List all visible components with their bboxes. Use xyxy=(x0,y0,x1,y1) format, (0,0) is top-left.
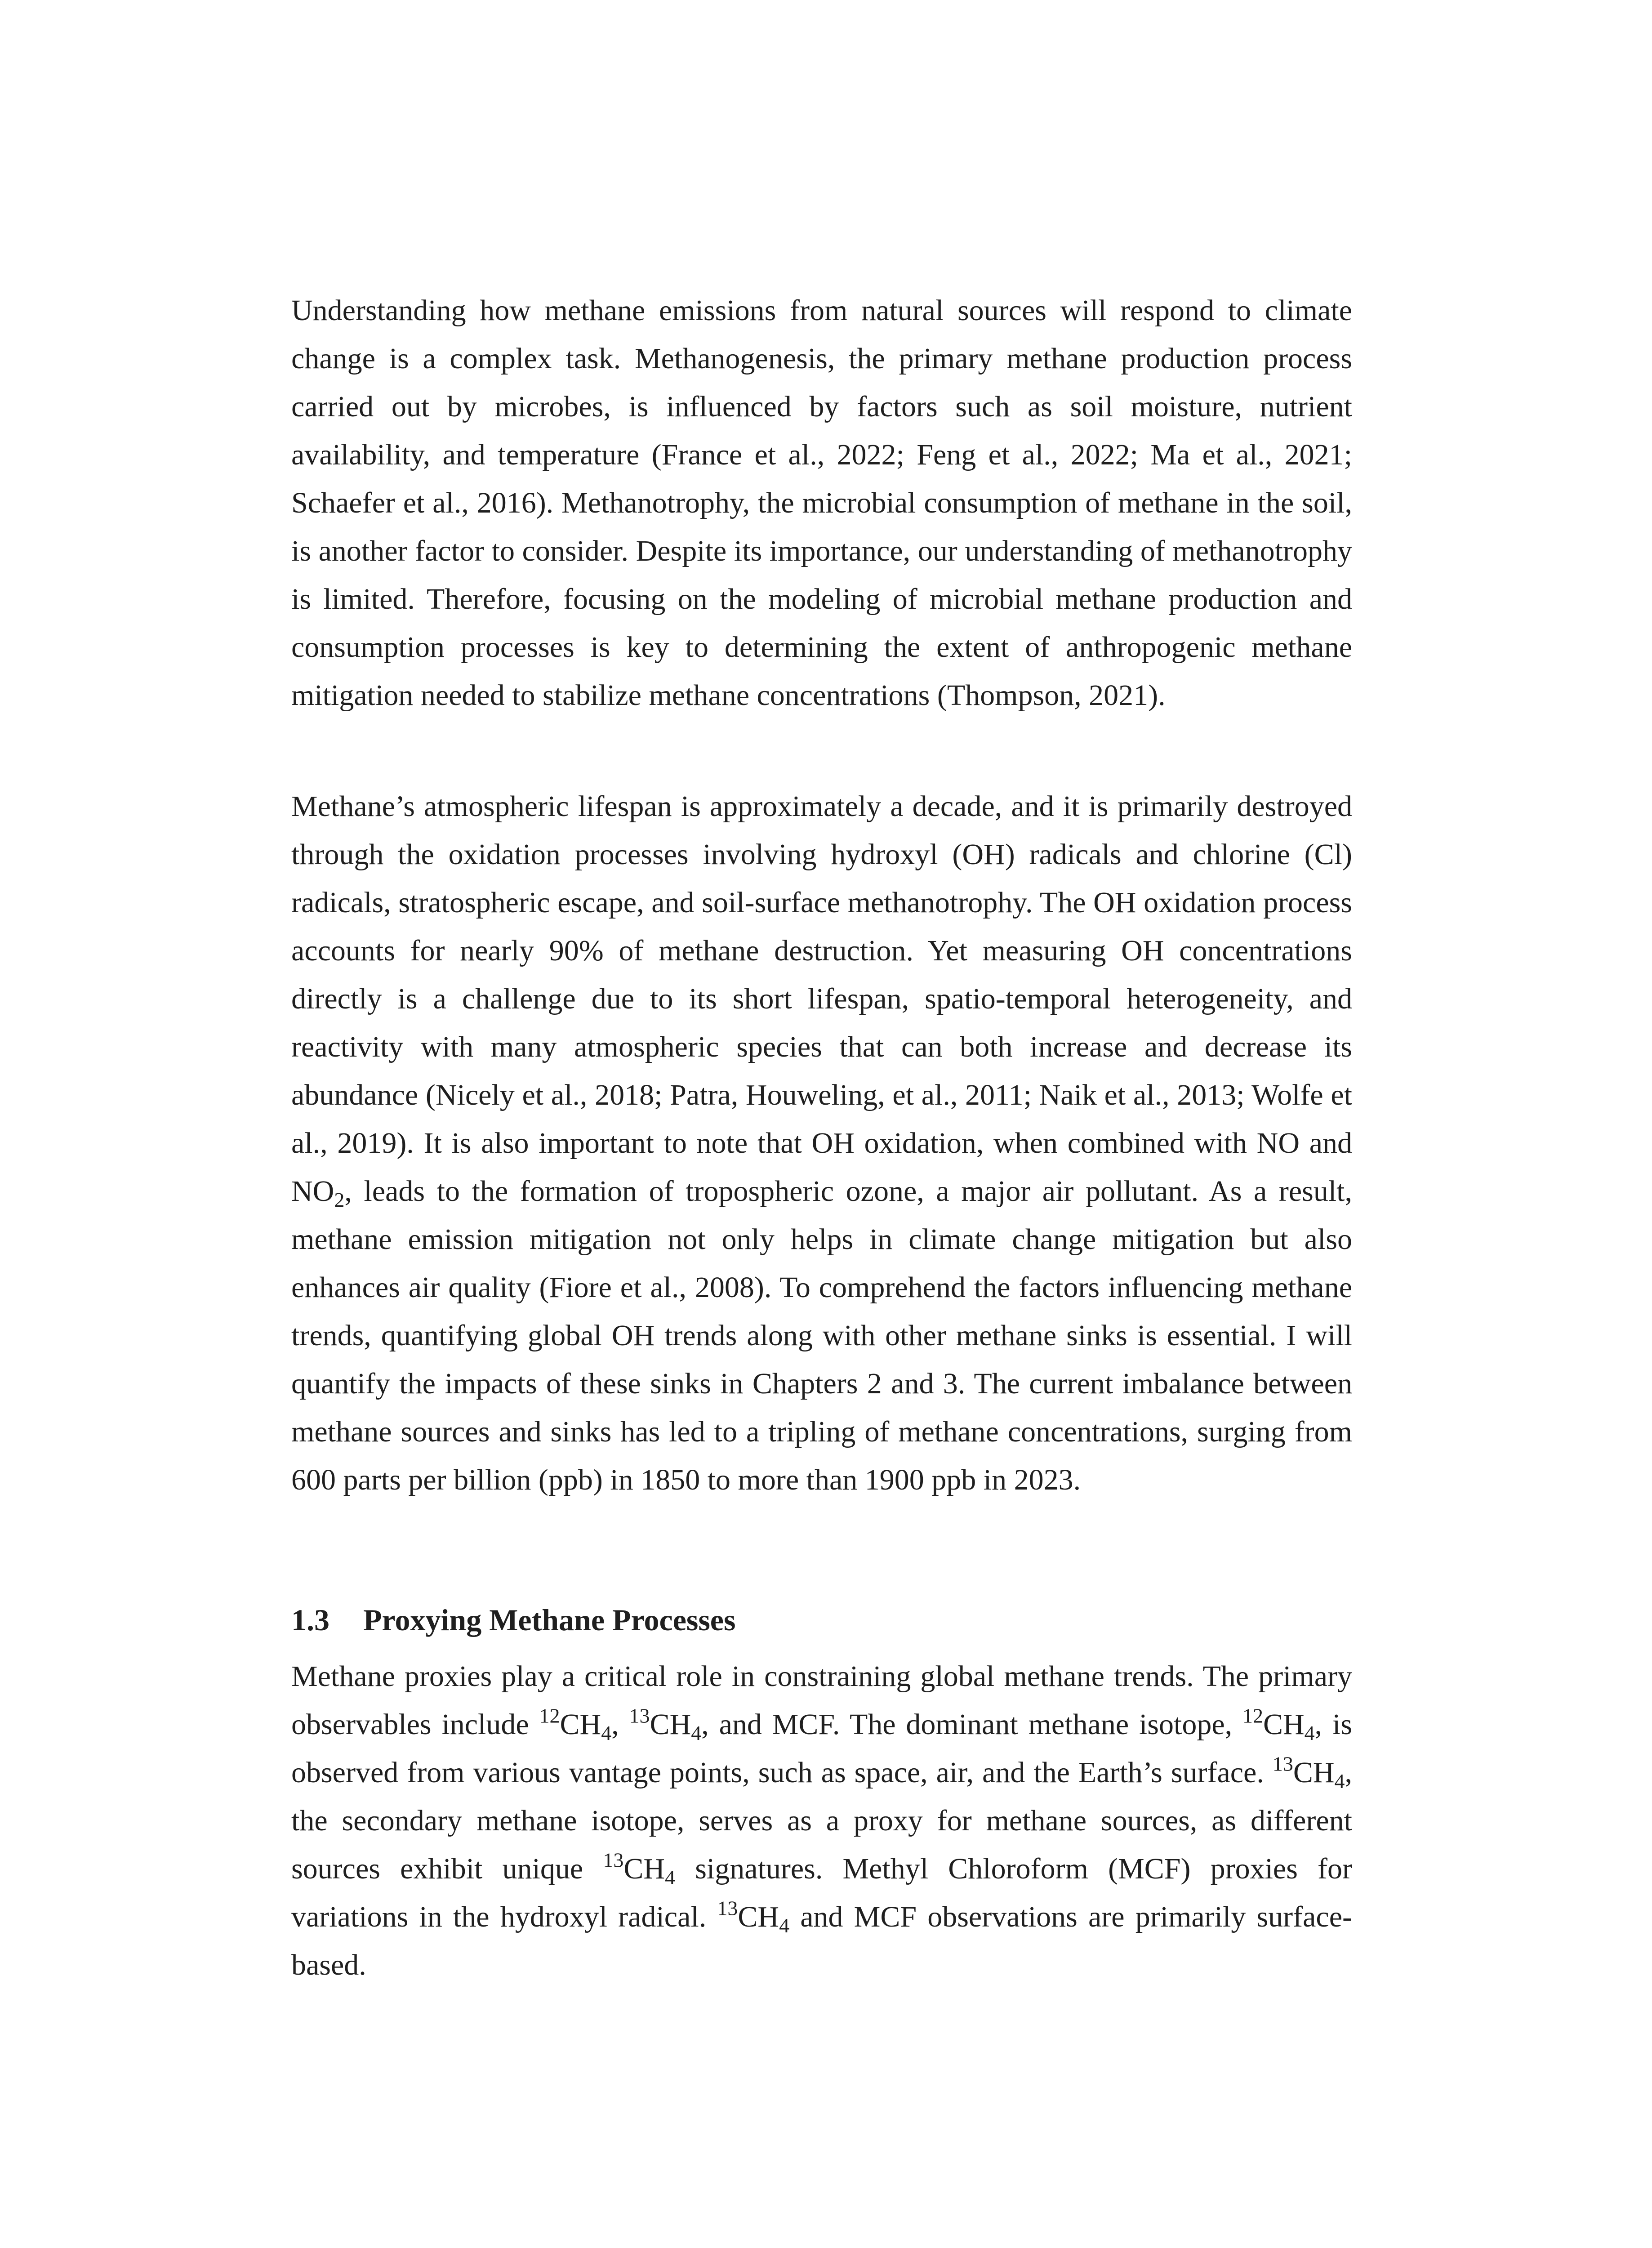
paragraph-text: signatures. Methyl Chloroform (MCF) proxies for variations in the hydroxyl radical. xyxy=(291,1852,1353,1933)
paragraph-text: , leads to the formation of tropospheric ozone, a major air pollutant. As a result, methane emission mitigation not only helps in climate change mitigation but also enhances air quality (Fiore et al., 2008). To comprehend the factors influencing methane trends, quantifying global OH trends along with other methane sinks is essential. I will quantify the impacts of these sinks in Chapters 2 and 3. The current imbalance between methane sources and sinks has led to a tripling of methane concentrations, surging from 600 parts per billion (ppb) in 1850 to more than 1900 ppb in 2023. xyxy=(291,1175,1352,1496)
formula-text: CH xyxy=(650,1708,691,1741)
paragraph-text: Methane proxies play a critical role in constraining global methane trends. The primary observables include xyxy=(291,1660,1352,1741)
formula-text: CH xyxy=(623,1852,665,1885)
formula-text: CH xyxy=(560,1708,601,1741)
formula-subscript: 4 xyxy=(779,1913,790,1937)
paragraph-text: , and MCF. The dominant methane isotope, xyxy=(701,1708,1242,1741)
formula-text: CH xyxy=(1263,1708,1305,1741)
section-number: 1.3 xyxy=(291,1603,330,1637)
formula-subscript: 4 xyxy=(601,1721,612,1744)
paragraph-methanogenesis xyxy=(291,286,1352,719)
isotope-superscript: 13 xyxy=(603,1848,624,1872)
isotope-superscript: 13 xyxy=(629,1704,650,1727)
formula-subscript: 4 xyxy=(691,1721,702,1744)
isotope-superscript: 12 xyxy=(1242,1704,1263,1727)
paragraph-methane-proxies xyxy=(291,1652,1352,1989)
formula-text: CH xyxy=(738,1900,779,1933)
formula-text: CH xyxy=(1293,1756,1335,1789)
section-title: Proxying Methane Processes xyxy=(363,1603,736,1637)
formula-subscript: 4 xyxy=(665,1865,676,1889)
no2-subscript: 2 xyxy=(334,1188,345,1211)
isotope-superscript: 12 xyxy=(539,1704,560,1727)
paragraph-text: , xyxy=(611,1708,629,1741)
paragraph-text: Understanding how methane emissions from natural sources will respond to climate change is a complex task. Methanogenesis, the primary methane production process carried out by microbes, is influenced by factors such as soil moisture, nutrient availability, and temperature (France et al., 2022; Feng et al., 2022; Ma et al., 2021; Schaefer et al., 2016). Methanotrophy, the microbial consumption of methane in the soil, is another factor to consider. Despite its importance, our understanding of methanotrophy is limited. Therefore, focusing on the modeling of microbial methane production and consumption processes is key to determining the extent of anthropogenic methane mitigation needed to stabilize methane concentrations (Thompson, 2021). xyxy=(291,294,1352,712)
isotope-superscript: 13 xyxy=(1272,1752,1293,1775)
section-heading xyxy=(291,1596,735,1644)
paragraph-text: , is observed from various vantage points, such as space, air, and the Earth’s surface. xyxy=(291,1708,1353,1789)
isotope-superscript: 13 xyxy=(717,1896,738,1920)
paragraph-text: , the secondary methane isotope, serves as a proxy for methane sources, as different sources exhibit unique xyxy=(291,1756,1352,1885)
paragraph-text: Methane’s atmospheric lifespan is approximately a decade, and it is primarily destroyed through the oxidation processes involving hydroxyl (OH) radicals and chlorine (Cl) radicals, stratospheric escape, and soil-surface methanotrophy. The OH oxidation process accounts for nearly 90% of methane destruction. Yet measuring OH concentrations directly is a challenge due to its short lifespan, spatio-temporal heterogeneity, and reactivity with many atmospheric species that can both increase and decrease its abundance (Nicely et al., 2018; Patra, Houweling, et al., 2011; Naik et al., 2013; Wolfe et al., 2019). It is also important to note that OH oxidation, when combined with NO and NO xyxy=(291,790,1352,1208)
formula-subscript: 4 xyxy=(1334,1769,1345,1793)
paragraph-methane-sinks xyxy=(291,782,1352,1504)
formula-subscript: 4 xyxy=(1304,1721,1315,1744)
paragraph-text: and MCF observations are primarily surface-based. xyxy=(291,1900,1352,1981)
